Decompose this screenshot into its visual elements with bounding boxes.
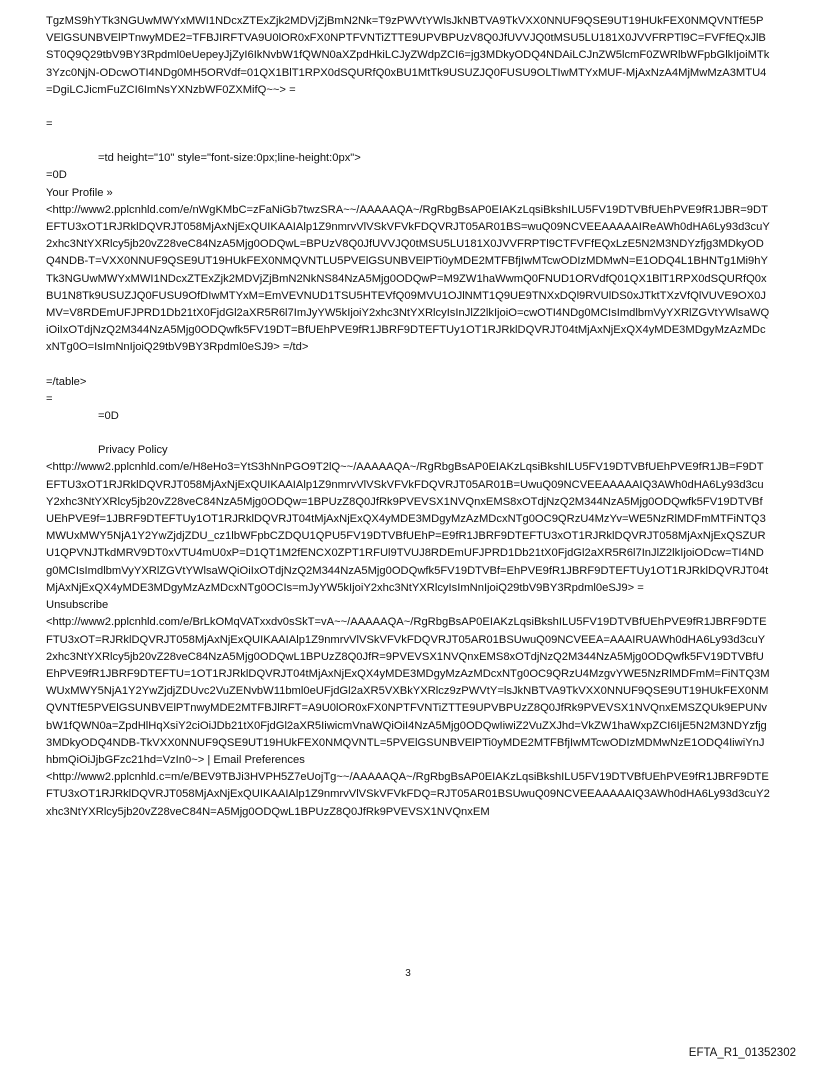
- document-id: EFTA_R1_01352302: [688, 1047, 796, 1059]
- blank-line: [46, 425, 770, 442]
- encoded-cr-marker: =0D: [98, 410, 119, 423]
- blank-line: [46, 357, 770, 374]
- page-number: 3: [405, 968, 411, 979]
- soft-break-marker: =: [46, 392, 53, 405]
- blank-line: [46, 133, 770, 150]
- encoded-cr-marker: =0D: [46, 169, 67, 182]
- email-preferences-url: <http://www2.pplcnhld.c=m/e/BEV9TBJi3HVPH5Z7eUojTg~~/AAAAAQA~/RgRbgBsAP0EIAKzLqsiBkshILU5FV19DTVBfUEhPVE9fR1JBRF9DTEFTU3xOT1RJRklDQVRJT058MjAxNjExQUIKAAIAlp1Z9nmrvVlVSkVFVkFDQ=RJT05AR01BSUwuQ09NCVEEAAAAAIQ3AWh0dHA6Ly93d3cuY2xhc3NtYXRlcy5jb20vZ28veC84N=A5Mjg0ODQwL1BPUzZ8Q0JfRk9PVEVSX1NVQnxEM: [46, 771, 770, 818]
- soft-break-marker: =: [46, 118, 53, 131]
- tracking-url-text: TgzMS9hYTk3NGUwMWYxMWI1NDcxZTExZjk2MDVjZjBmN2Nk=T9zPWVtYWlsJkNBTVA9TkVXX0NNUF9QSE9UT19HUkFEX0NMQVNTfE5PVElGSUNBVElPTnwyMDE2=TFBJIRFTVA9U0lOR0xFX0NPTFVNTiZTTE9UPVBPUzV8Q0JfUVVJQ0tMSU5LU181X0JVVFRPTl9C=FVFfEQxJlBST0Q9Q29tbV9BY3Rpdml0eUepeyJjZyI6IkNvbW1fQWN0aXZpdHkiLCJyZWdpZCI6=jg3MDkyODQ4NDAiLCJnZW5lcmF0ZWRlbWFpbGlkIjoiMTk3Yzc0NjN-ODcwOTI4NDg0MH5ORVdf=01QX1BlT1RPX0dSQURfQ0xBU1MtTk9USUZJQ0FUSU9OLTIwMTYxMUF-MjAxNzA4MjMwMzA3MTU4=DgiLCJicmFuZCI6ImNsYXNzbWF0ZXMifQ~~> =: [46, 15, 770, 96]
- your-profile-url: <http://www2.pplcnhld.com/e/nWgKMbC=zFaNiGb7twzSRA~~/AAAAAQA~/RgRbgBsAP0EIAKzLqsiBkshILU5FV19DTVBfUEhPVE9fR1JBR=9DTEFTU3xOT1RJRklDQVRJT058MjAxNjExQUIKAAIAlp1Z9nmrvVlVSkVFVkFDQVRJT05AR01BS=wuQ09NCVEEAAAAAIReAWh0dHA6Ly93d3cuY2xhc3NtYXRlcy5jb20vZ28veC84NzA5Mjg0ODQwL=BPUzV8Q0JfUVVJQ0tMSU5LU181X0JVVFRPTl9CTFVFfEQxLzE5N2M3NDYzfjg3MDkyODQ4NDB-T=VXX0NNUF9QSE9UT19HUkFEX0NMQVNTLU5PVElGSUNBVElPTi0yMDE2MTFBfjIwMTcwODIzMDMwN=E1ODQ4L1BHNTg1Mi9hYTk3NGUwMWYxMWI1NDcxZTExZjk2MDVjZjBmN2NkNS84NzA5Mjg0ODQwP=M9ZW1haWwmQ0FNUD1ORVdfQ01QX1BlT1RPX0dSQURfQ0xBU1N8Tk9USUZJQ0FUSU9OfDIwMTYxM=EmVEVNUD1TSU5HTEVfQ09MVU1OJlNMT1Q9UE9TNXxDQl9RVUlDS0xJTktTXzVfQlVUVE9OX0JMV=V8RDEmUFJPRD1Db21tX0FjdGl2aXR5R6l7ImJyYW5kIjoiY2xhc3NtYXRlcyIsInJlZ2lkIjoiO=cwOTI4NDg0MCIsImdlbmVyYXRlZGVtYWlsaWQiOiIxOTdjNzQ2M344NzA5Mjg0ODQwfk5FV19DT=BfUEhPVE9fR1JBRF9DTEFTUy1OT1RJRklDQVRJT04tMjAxNjExQX4yMDE3MDgyMzAzMDcxNTg0O=IsImNnIjoiQ29tbV9BY3Rpdml0eSJ9> =/td>: [46, 203, 770, 354]
- html-table-close-line: =/table>: [46, 375, 87, 388]
- html-fragment-line: =td height="10" style="font-size:0px;line-height:0px">: [98, 152, 361, 165]
- unsubscribe-label: Unsubscribe: [46, 599, 109, 612]
- your-profile-label: Your Profile »: [46, 186, 113, 199]
- privacy-policy-url: <http://www2.pplcnhld.com/e/H8eHo3=YtS3hNnPGO9T2lQ~~/AAAAAQA~/RgRbgBsAP0EIAKzLqsiBkshILU5FV19DTVBfUEhPVE9fR1JB=F9DTEFTU3xOT1RJRklDQVRJT058MjAxNjExQUIKAAIAlp1Z9nmrvVlVSkVFVkFDQVRJT05AR01B=UwuQ09NCVEEAAAAAIQ3AWh0dHA6Ly93d3cuY2xhc3NtYXRlcy5jb20vZ28veC84NzA5Mjg0ODQw=1BPUzZ8Q0JfRk9PVEVSX1NVQnxEMS8xOTdjNzQ2M344NzA5Mjg0ODQwfk5FV19DTVBfUEhPVE9f=1JBRF9DTEFTUy1OT1RJRklDQVRJT04tMjAxNjExQX4yMDE3MDgyMzAzMDcxNTg0OC9QRzU4MzYv=WE5NzRlMDFmMTFiNTQ3MWUxMWY5NjA1Y2YwZjdjZDU_cz1lbWFpbCZDQU1QPU5FV19DTVBfUEhP=E9fR1JBRF9DTEFTU3xOT1RJRklDQVRJT058MjAxNjExQSZURU1QPVNJTkdMRV9DT0xVTU4mU0xP=D1QT1M2fENCX0ZPT1RFUl9TVUJ8RDEmUFJPRD1Db21tX0FjdGl2aXR5R6l7InJlZ2lkIjoiODcw=TI4NDg0MCIsImdlbmVyYXRlZGVtYWlsaWQiOiIxOTdjNzQ2M344NzA5Mjg0ODQwfk5FV19DTVBf=EhPVE9fR1JBRF9DTEFTUy1OT1RJRklDQVRJT04tMjAxNjExQX4yMDE3MDgyMzAzMDcxNTg0OCIs=mJyYW5kIjoiY2xhc3NtYXRlcyIsImNnIjoiQ29tbV9BY3Rpdml0eSJ9> =: [46, 461, 769, 594]
- blank-line: [46, 99, 770, 116]
- unsubscribe-url: <http://www2.pplcnhld.com/e/BrLkOMqVATxxdv0sSkT=vA~~/AAAAAQA~/RgRbgBsAP0EIAKzLqsiBkshILU5FV19DTVBfUEhPVE9fR1JBRF9DTEFTU3xOT=RJRklDQVRJT058MjAxNjExQUIKAAIAlp1Z9nmrvVlVSkVFVkFDQVRJT05AR01BSUwuQ09NCVEEA=AAAIRUAWh0dHA6Ly93d3cuY2xhc3NtYXRlcy5jb20vZ28veC84NzA5Mjg0ODQwL1BPUzZ8Q0JfR=9PVEVSX1NVQnxEMS8xOTdjNzQ2M344NzA5Mjg0ODQwfk5FV19DTVBfUEhPVE9fR1JBRF9DTEFTU=1OT1RJRklDQVRJT04tMjAxNjExQX4yMDE3MDgyMzAzMDcxNTg0OC9QRzU4MzgvYWE5NzRlMDFmM=FiNTQ3MWUxMWY5NjA1Y2YwZjdjZDUvc2VuZENvbW11bml0eUFjdGl2aXR5VXBkYXRlcz9zPWVtY=lsJkNBTVA9TkVXX0NNUF9QSE9UT19HUkFEX0NMQVNTfE5PVElGSUNBVElPTnwyMDE2MTFBJlRFT=A9U0lOR0xFX0NPTFVNTiZTTE9UPVBPUzZ8Q0JfRk9PVEVSX1NVQnxEMSZQUk9EPUNvbW1fQWN0a=ZpdHlHqXsiY2ciOiJDb21tX0FjdGl2aXR5IiwicmVnaWQiOiI4NzA5Mjg0ODQwIiwiZ2VuZXJhd=VkZW1haWxpZCI6IjE5N2M3NDYzfjg3MDkyODQ4NDB-TkVXX0NNUF9QSE9UT19HUkFEX0NMQVNTL=5PVElGSUNBVElPTi0yMDE2MTFBfjIwMTcwODIzMDMwNzE1ODQ4IiwiYnJhbmQiOiJjbGFzc21hd=VzIn0~> | Email Preferences: [46, 616, 770, 766]
- email-source-page: [46, 0, 770, 821]
- privacy-policy-label: Privacy Policy: [98, 444, 168, 457]
